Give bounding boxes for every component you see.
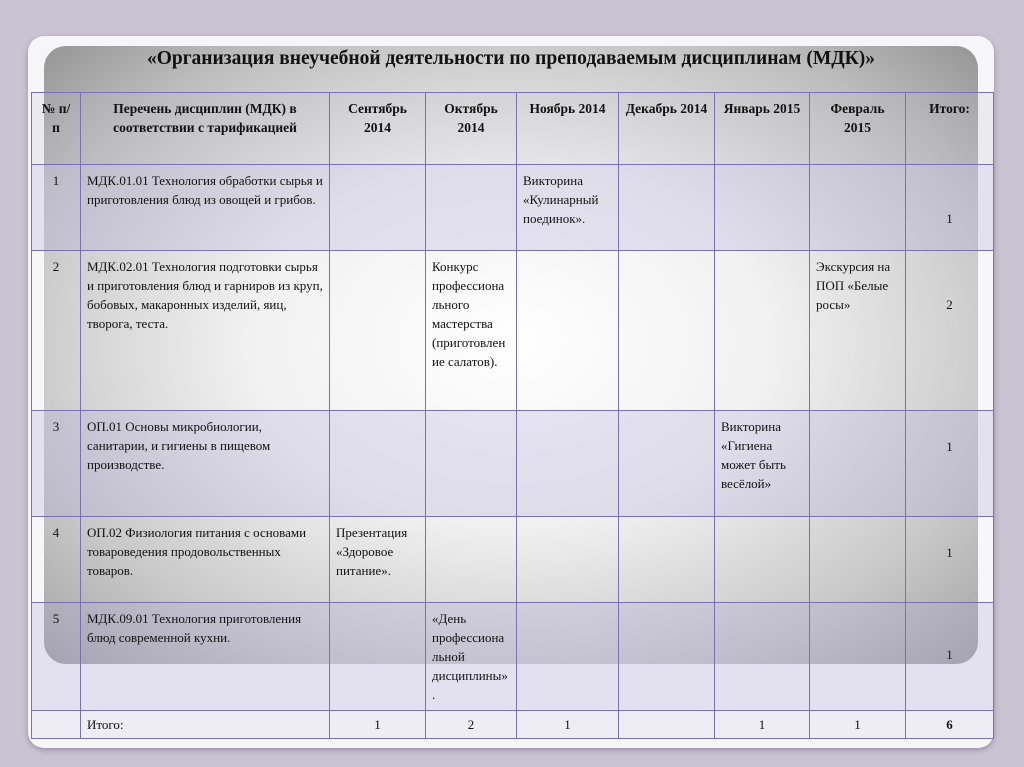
row-november [517, 517, 619, 603]
row-december [619, 517, 715, 603]
table-row [32, 251, 994, 411]
row-november: Викторина «Кулинарный поединок». [517, 165, 619, 251]
footer-february: 1 [810, 711, 906, 739]
row-september [330, 251, 426, 411]
footer-label: Итого: [81, 711, 330, 739]
activities-table-wrapper [31, 92, 994, 739]
row-january [715, 603, 810, 711]
row-february [810, 603, 906, 711]
header-num: № п/п [32, 93, 81, 165]
row-discipline: ОП.01 Основы микробиологии, санитарии, и гигиены в пищевом производстве. [81, 411, 330, 517]
footer-num [32, 711, 81, 739]
row-november [517, 251, 619, 411]
row-january [715, 165, 810, 251]
row-september: Презентация «Здоровое питание». [330, 517, 426, 603]
table-row [32, 603, 994, 711]
footer-total: 6 [906, 711, 994, 739]
header-november: Ноябрь 2014 [517, 93, 619, 165]
row-total: 1 [906, 411, 994, 517]
row-january [715, 251, 810, 411]
row-discipline: МДК.02.01 Технология подготовки сырья и приготовления блюд и гарниров из круп, бобовых, макаронных изделий, яиц, творога, теста. [81, 251, 330, 411]
slide-title: «Организация внеучебной деятельности по преподаваемым дисциплинам (МДК)» [146, 48, 876, 69]
row-october [426, 411, 517, 517]
header-january: Январь 2015 [715, 93, 810, 165]
row-october [426, 517, 517, 603]
row-january [715, 517, 810, 603]
row-num: 2 [32, 251, 81, 411]
row-num: 5 [32, 603, 81, 711]
row-december [619, 603, 715, 711]
row-february [810, 411, 906, 517]
row-september [330, 603, 426, 711]
row-september [330, 165, 426, 251]
row-discipline: ОП.02 Физиология питания с основами товароведения продовольственных товаров. [81, 517, 330, 603]
row-february [810, 165, 906, 251]
row-total: 1 [906, 165, 994, 251]
footer-november: 1 [517, 711, 619, 739]
row-january: Викторина «Гигиена может быть весёлой» [715, 411, 810, 517]
row-discipline: МДК.09.01 Технология приготовления блюд современной кухни. [81, 603, 330, 711]
row-total: 1 [906, 603, 994, 711]
header-october: Октябрь 2014 [426, 93, 517, 165]
header-september: Сентябрь 2014 [330, 93, 426, 165]
header-total: Итого: [906, 93, 994, 165]
row-total: 2 [906, 251, 994, 411]
row-total: 1 [906, 517, 994, 603]
row-num: 1 [32, 165, 81, 251]
table-row [32, 411, 994, 517]
activities-table [31, 92, 994, 739]
row-february [810, 517, 906, 603]
row-december [619, 411, 715, 517]
header-february: Февраль 2015 [810, 93, 906, 165]
row-october: Конкурс профессионального мастерства (приготовление салатов). [426, 251, 517, 411]
row-october [426, 165, 517, 251]
table-row [32, 517, 994, 603]
footer-september: 1 [330, 711, 426, 739]
footer-january: 1 [715, 711, 810, 739]
header-december: Декабрь 2014 [619, 93, 715, 165]
footer-october: 2 [426, 711, 517, 739]
footer-december [619, 711, 715, 739]
row-december [619, 251, 715, 411]
row-november [517, 411, 619, 517]
row-october: «День профессиональной дисциплины». [426, 603, 517, 711]
row-december [619, 165, 715, 251]
header-discipline: Перечень дисциплин (МДК) в соответствии с тарификацией [81, 93, 330, 165]
row-february: Экскурсия на ПОП «Белые росы» [810, 251, 906, 411]
row-november [517, 603, 619, 711]
table-header-row [32, 93, 994, 165]
row-num: 3 [32, 411, 81, 517]
row-num: 4 [32, 517, 81, 603]
row-discipline: МДК.01.01 Технология обработки сырья и приготовления блюд из овощей и грибов. [81, 165, 330, 251]
table-row [32, 165, 994, 251]
table-footer-row [32, 711, 994, 739]
row-september [330, 411, 426, 517]
